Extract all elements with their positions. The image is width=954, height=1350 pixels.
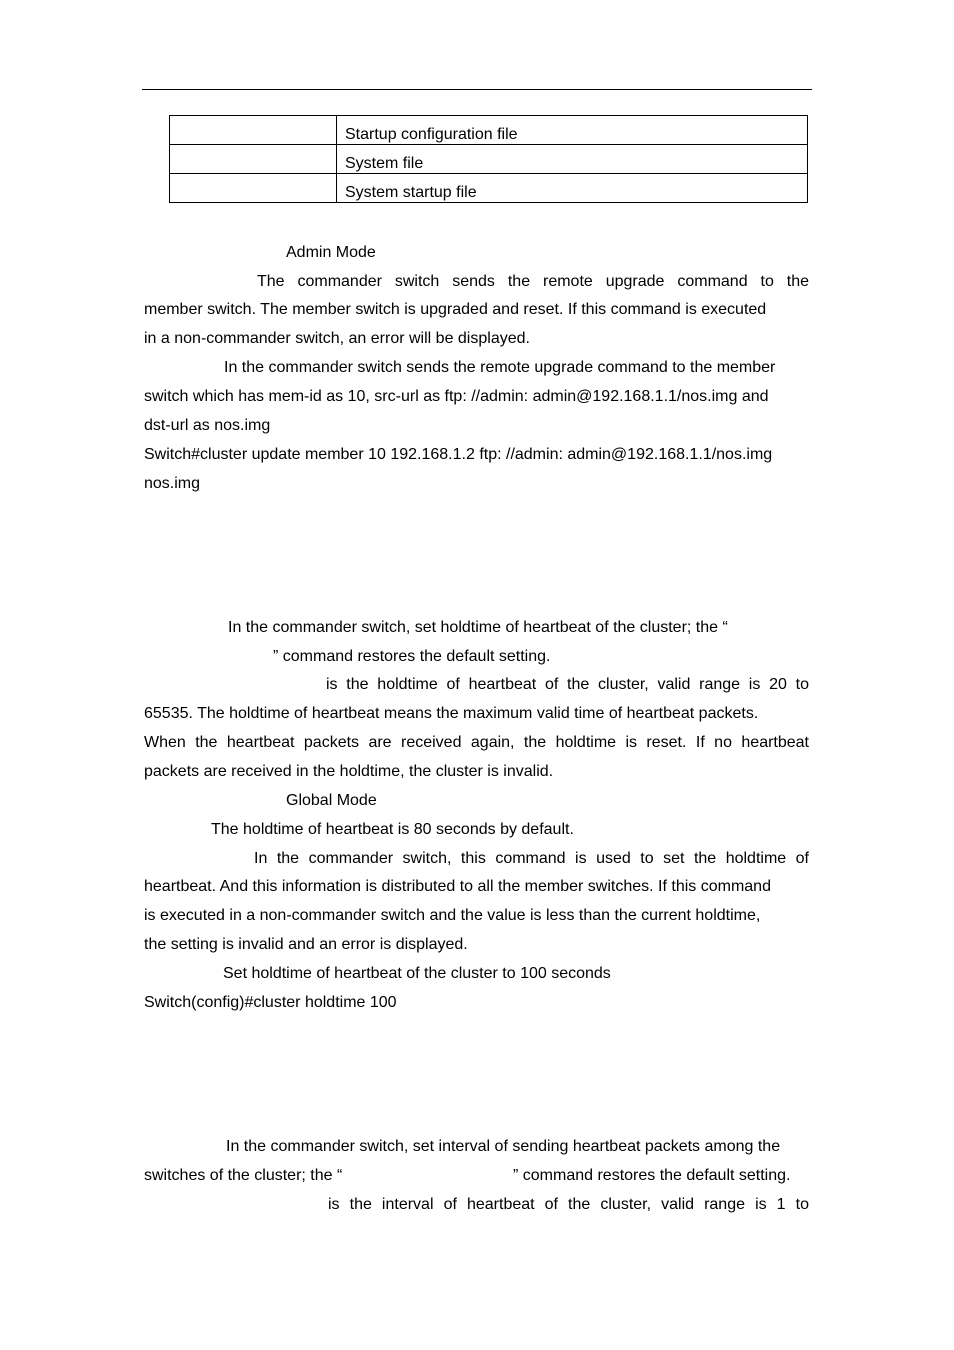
- heartbeat-param-line-1: is the interval of heartbeat of the cluster, valid range is 1 to: [328, 1196, 809, 1213]
- table-row: [170, 116, 808, 145]
- holdtime-param-line-2: 65535. The holdtime of heartbeat means the maximum valid time of heartbeat packets.: [144, 705, 759, 722]
- holdtime-example: Set holdtime of heartbeat of the cluster to 100 seconds: [223, 965, 611, 982]
- holdtime-param-line-1: is the holdtime of heartbeat of the cluster, valid range is 20 to: [326, 676, 809, 693]
- holdtime-usage-line-3: is executed in a non-commander switch and the value is less than the current holdtime,: [144, 907, 761, 924]
- holdtime-command: Switch(config)#cluster holdtime 100: [144, 994, 397, 1011]
- update-example-line-1: In the commander switch sends the remote upgrade command to the member: [224, 359, 776, 376]
- update-command-line-2: nos.img: [144, 475, 201, 492]
- table-cell-desc: System file: [337, 145, 808, 174]
- table-cell-key: [170, 174, 337, 203]
- holdtime-default: The holdtime of heartbeat is 80 seconds by default.: [211, 821, 574, 838]
- heartbeat-function-line-1: In the commander switch, set interval of sending heartbeat packets among the: [226, 1138, 781, 1155]
- table-row: [170, 145, 808, 174]
- update-usage-line-3: in a non-commander switch, an error will be displayed.: [144, 330, 530, 347]
- file-table: [169, 115, 808, 203]
- holdtime-param-line-4: packets are received in the holdtime, the cluster is invalid.: [144, 763, 554, 780]
- heartbeat-function-line-2a: switches of the cluster; the “: [144, 1167, 343, 1184]
- holdtime-mode: Global Mode: [286, 792, 377, 809]
- update-command-line-1: Switch#cluster update member 10 192.168.1.2 ftp: //admin: admin@192.168.1.1/nos.img: [144, 446, 773, 463]
- holdtime-usage-line-2: heartbeat. And this information is distributed to all the member switches. If this command: [144, 878, 771, 895]
- table-row: [170, 174, 808, 203]
- update-example-line-2: switch which has mem-id as 10, src-url as ftp: //admin: admin@192.168.1.1/nos.img and: [144, 388, 769, 405]
- holdtime-usage-line-4: the setting is invalid and an error is displayed.: [144, 936, 468, 953]
- update-usage-line-1: The commander switch sends the remote upgrade command to the: [257, 273, 809, 290]
- table-cell-key: [170, 145, 337, 174]
- holdtime-function-line-1: In the commander switch, set holdtime of heartbeat of the cluster; the “: [228, 619, 728, 636]
- table-cell-key: [170, 116, 337, 145]
- update-mode: Admin Mode: [286, 244, 376, 261]
- table-cell-desc: Startup configuration file: [337, 116, 808, 145]
- table-cell-desc: System startup file: [337, 174, 808, 203]
- update-example-line-3: dst-url as nos.img: [144, 417, 271, 434]
- header-rule: [142, 89, 812, 90]
- holdtime-usage-line-1: In the commander switch, this command is used to set the holdtime of: [254, 850, 809, 867]
- holdtime-function-line-2: ” command restores the default setting.: [273, 648, 551, 665]
- heartbeat-function-line-2b: ” command restores the default setting.: [513, 1167, 791, 1184]
- holdtime-param-line-3: When the heartbeat packets are received again, the holdtime is reset. If no heartbeat: [144, 734, 809, 751]
- update-usage-line-2: member switch. The member switch is upgraded and reset. If this command is executed: [144, 301, 767, 318]
